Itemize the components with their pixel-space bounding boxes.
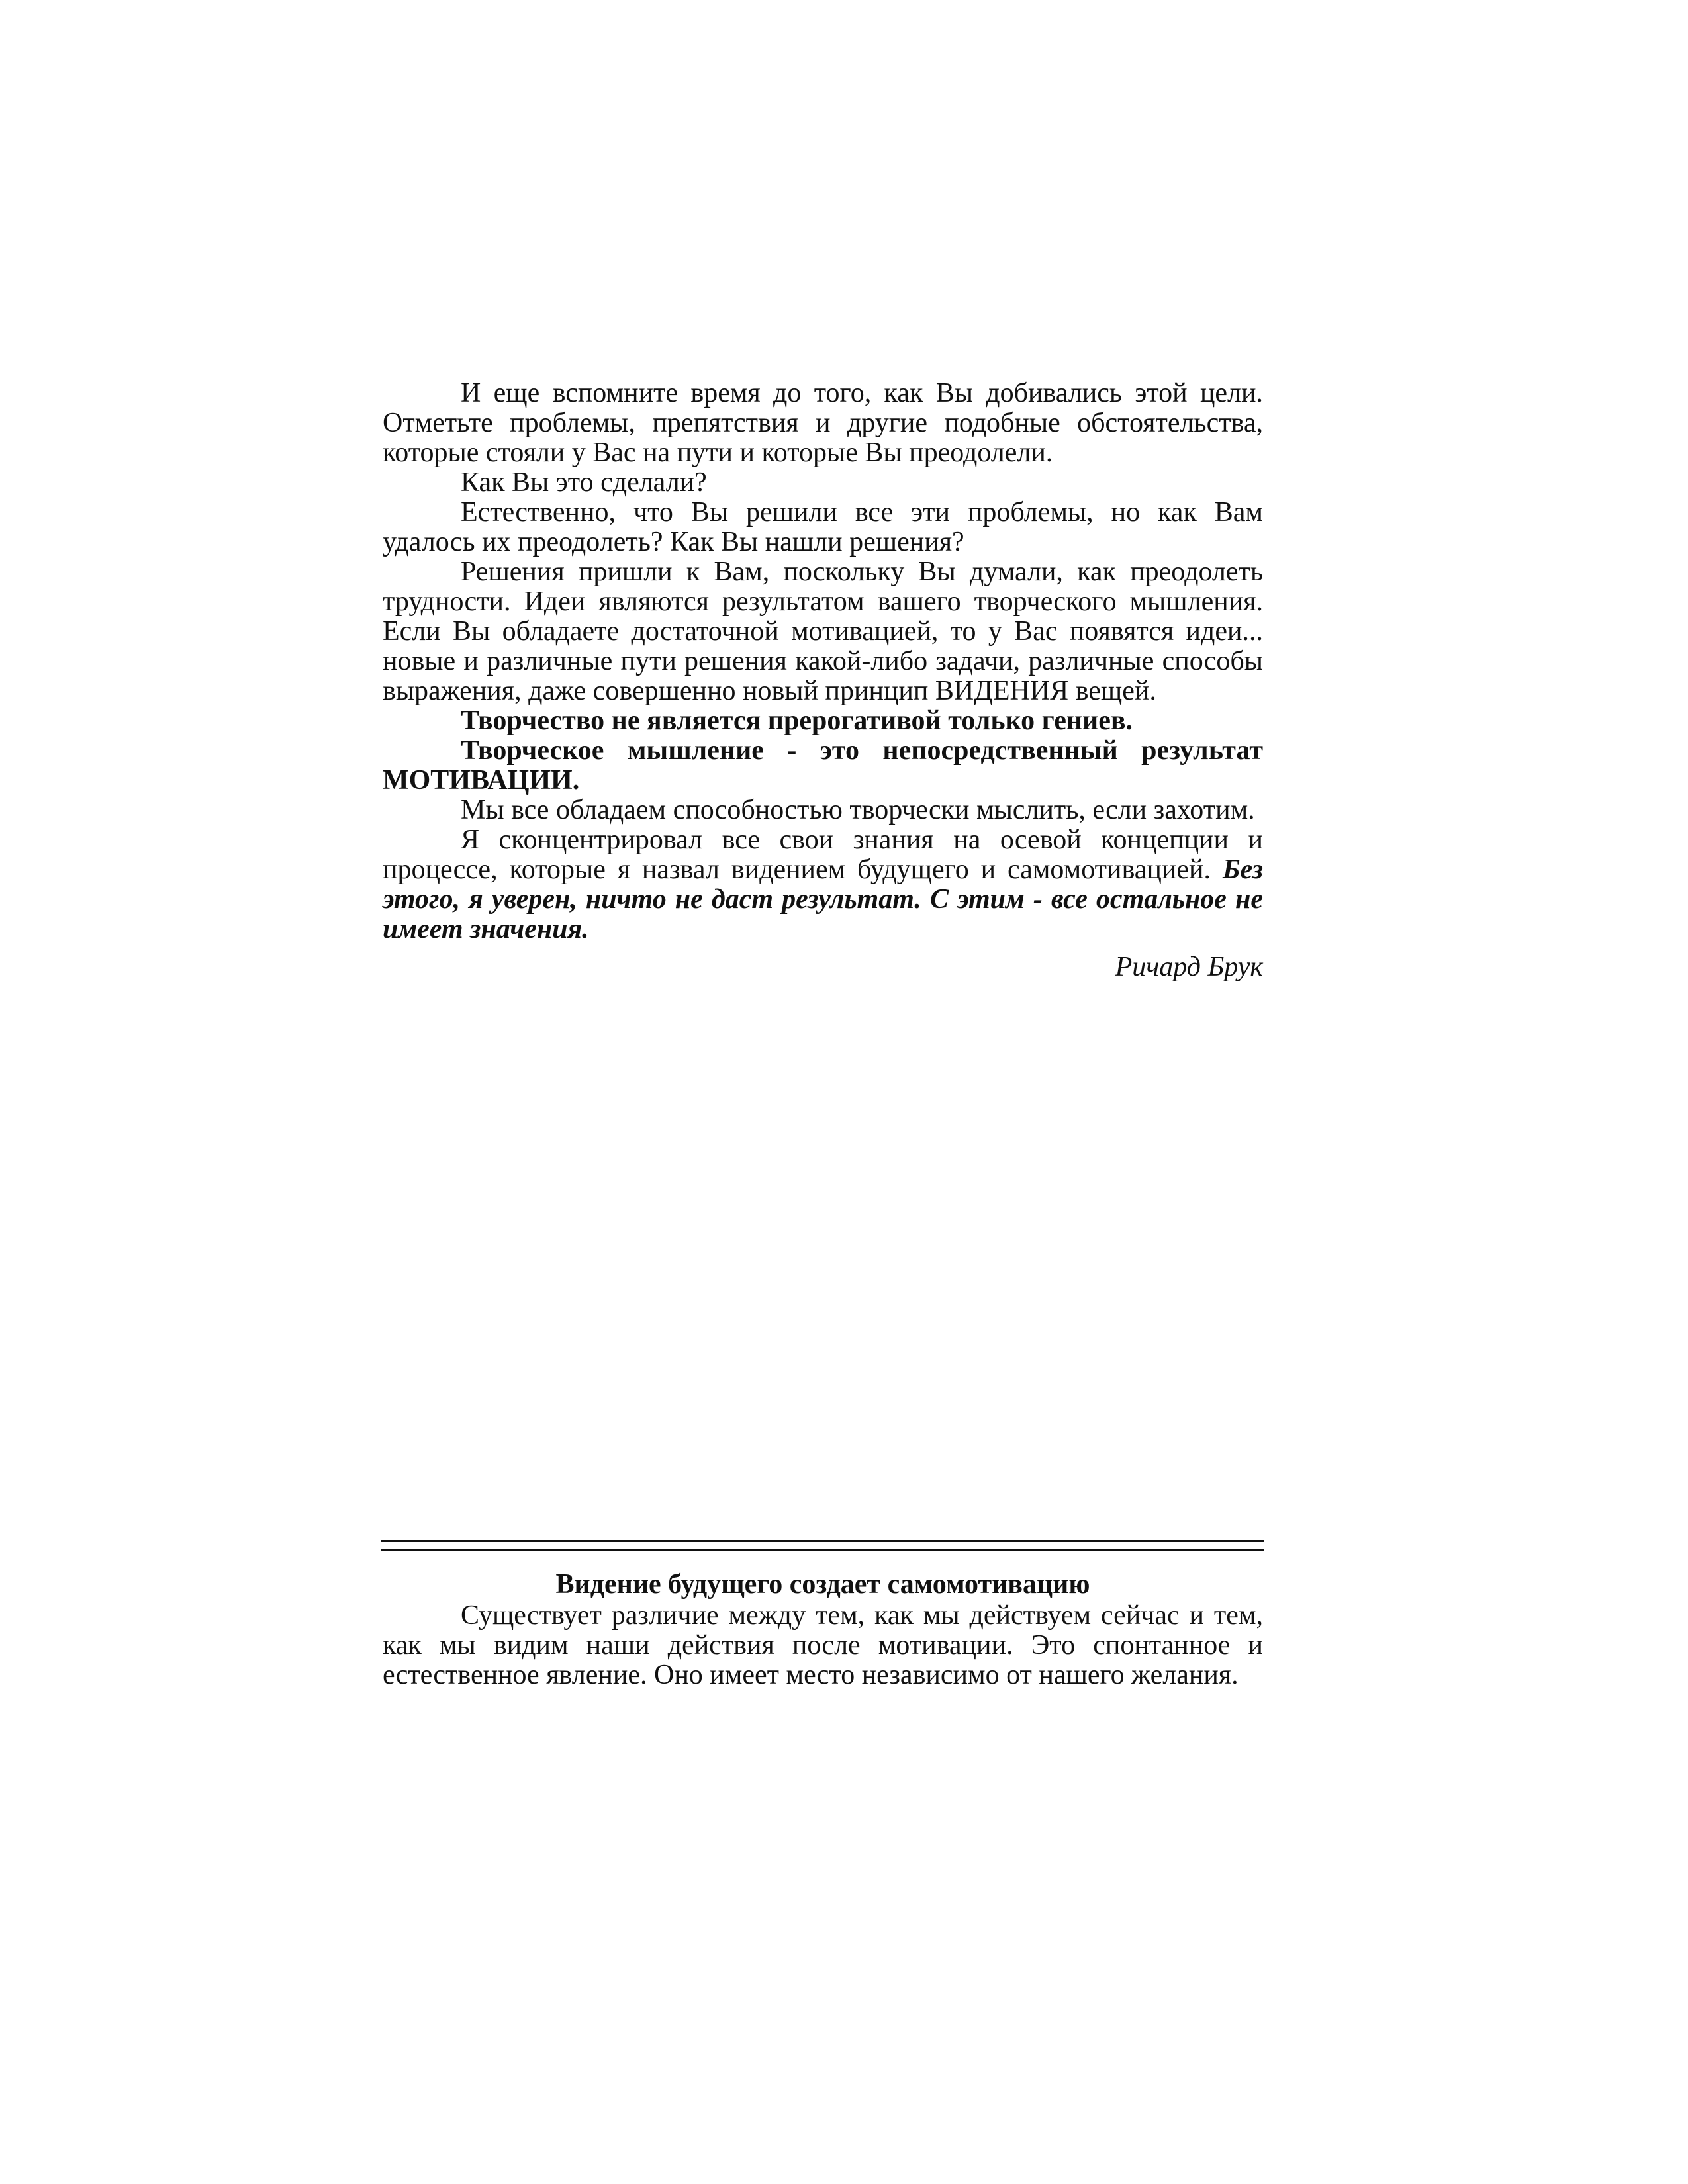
paragraph-solved-problems: Естественно, что Вы решили все эти проблемы, но как Вам удалось их преодолеть? Как Вы нашли решения? — [383, 497, 1263, 557]
paragraph-creativity-not-genius: Творчество не является прерогативой только гениев. — [461, 705, 1133, 736]
paragraph-how-question: Как Вы это сделали? — [461, 467, 707, 498]
paragraph-concentrated-knowledge — [383, 825, 1263, 944]
author-signature: Ричард Брук — [1115, 952, 1263, 982]
top-text-block — [383, 379, 1263, 982]
paragraph-creative-thinking-motivation: Творческое мышление - это непосредственный результат МОТИВАЦИИ. — [383, 735, 1263, 796]
concentrated-knowledge-emphasis: Без этого, я уверен, ничто не даст результат. С этим - все остальное не имеет значения. — [383, 854, 1264, 944]
paragraph-difference-after-motivation: Существует различие между тем, как мы действуем сейчас и тем, как мы видим наши действия после мотивации. Это спонтанное и естественное явление. Оно имеет место независимо от нашего желания. — [383, 1600, 1263, 1690]
divider-line-bottom — [381, 1549, 1264, 1551]
bottom-text-block — [383, 1570, 1263, 1690]
section-heading: Видение будущего создает самомотивацию — [555, 1569, 1090, 1600]
divider-line-top — [381, 1540, 1264, 1542]
paragraph-recall-obstacles: И еще вспомните время до того, как Вы добивались этой цели. Отметьте проблемы, препятствия и другие подобные обстоятельства, которые стояли у Вас на пути и которые Вы преодолели. — [383, 378, 1263, 468]
section-divider — [381, 1540, 1264, 1551]
paragraph-all-can-think-creatively: Мы все обладаем способностью творчески мыслить, если захотим. — [461, 795, 1255, 825]
paragraph-ideas-creative-thinking: Решения пришли к Вам, поскольку Вы думали, как преодолеть трудности. Идеи являются результатом вашего творческого мышления. Если Вы обладаете достаточной мотивацией, то у Вас появятся идеи... новые и различные пути решения какой-либо задачи, различные способы выражения, даже совершенно новый принцип ВИДЕНИЯ вещей. — [383, 557, 1263, 706]
concentrated-knowledge-text: Я сконцентрировал все свои знания на осевой концепции и процессе, которые я назвал видением будущего и самомотивацией. — [383, 825, 1263, 885]
